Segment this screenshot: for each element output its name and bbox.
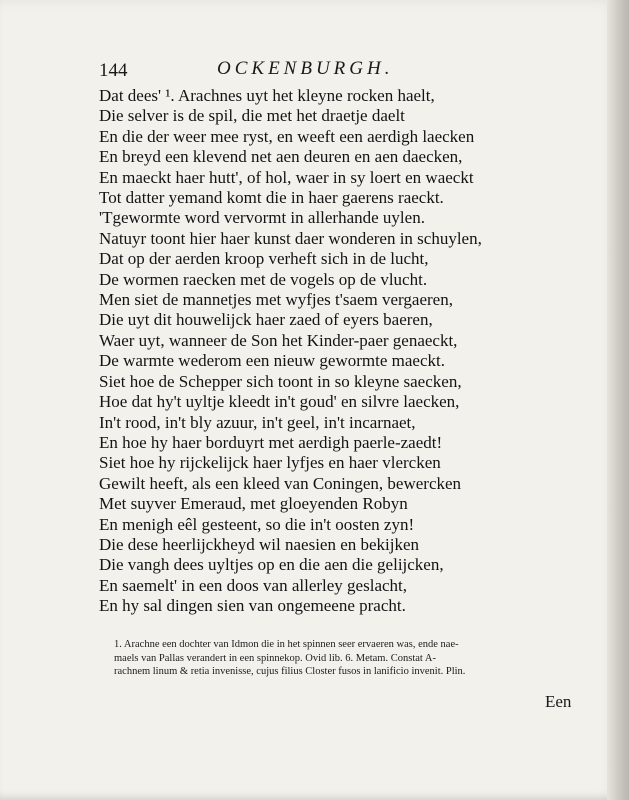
poem-line: En menigh eêl gesteent, so die in't oosten zyn! (99, 514, 415, 534)
poem-line: Die selver is de spil, die met het draetje daelt (99, 106, 405, 126)
poem-line: Siet hoe hy rijckelijck haer lyfjes en haer vlercken (99, 453, 441, 473)
poem-line: En die der weer mee ryst, en weeft een aerdigh laecken (99, 126, 475, 146)
poem-line: Gewilt heeft, als een kleed van Coningen, bewercken (99, 473, 462, 493)
running-title: OCKENBURGH. (217, 58, 394, 79)
poem-line: Met suyver Emeraud, met gloeyenden Robyn (99, 494, 408, 514)
footnote-line: 1. Arachne een dochter van Idmon die in het spinnen seer ervaeren was, ende nae- (114, 639, 459, 650)
page-header (99, 58, 519, 82)
footnote-line: rachnem linum & retia invenisse, cujus filius Closter fusos in lanificio invenit. Plin. (114, 666, 466, 677)
poem-line: En breyd een klevend net aen deuren en aen daecken, (99, 147, 463, 167)
poem-line: Natuyr toont hier haer kunst daer wonderen in schuylen, (99, 228, 482, 248)
page-gutter-shadow (607, 0, 629, 800)
poem-text (99, 86, 519, 617)
poem-line: De warmte wederom een nieuw gewormte maeckt. (99, 351, 445, 371)
poem-line: Waer uyt, wanneer de Son het Kinder-paer genaeckt, (99, 330, 458, 350)
poem-line: De wormen raecken met de vogels op de vlucht. (99, 269, 428, 289)
poem-line: Siet hoe de Schepper sich toont in so kleyne saecken, (99, 371, 462, 391)
poem-line: Die dese heerlijckheyd wil naesien en bekijken (99, 534, 420, 554)
poem-line: Hoe dat hy't uyltje kleedt in't goud' en silvre laecken, (99, 392, 460, 412)
poem-line: En hy sal dingen sien van ongemeene pracht. (99, 596, 406, 616)
footnote (114, 638, 554, 679)
poem-line: Men siet de mannetjes met wyfjes t'saem vergaeren, (99, 290, 453, 310)
poem-line: En maeckt haer hutt', of hol, waer in sy loert en waeckt (99, 167, 474, 187)
poem-line: Tot datter yemand komt die in haer gaerens raeckt. (99, 188, 444, 208)
poem-line: Die uyt dit houwelijck haer zaed of eyers baeren, (99, 310, 433, 330)
poem-line: 'Tgewormte word vervormt in allerhande uylen. (99, 208, 425, 228)
catchword: Een (545, 692, 572, 711)
footnote-line: maels van Pallas verandert in een spinnekop. Ovid lib. 6. Metam. Constat A- (114, 652, 436, 664)
poem-line: Dat dees' ¹. Arachnes uyt het kleyne rocken haelt, (99, 86, 435, 105)
poem-line: En saemelt' in een doos van allerley geslacht, (99, 575, 408, 595)
poem-line: In't rood, in't bly azuur, in't geel, in't incarnaet, (99, 412, 416, 432)
poem-line: En hoe hy haer borduyrt met aerdigh paerle-zaedt! (99, 432, 443, 452)
page-number: 144 (99, 60, 128, 81)
poem-line: Die vangh dees uyltjes op en die aen die gelijcken, (99, 555, 444, 575)
poem-line: Dat op der aerden kroop verheft sich in de lucht, (99, 249, 429, 269)
